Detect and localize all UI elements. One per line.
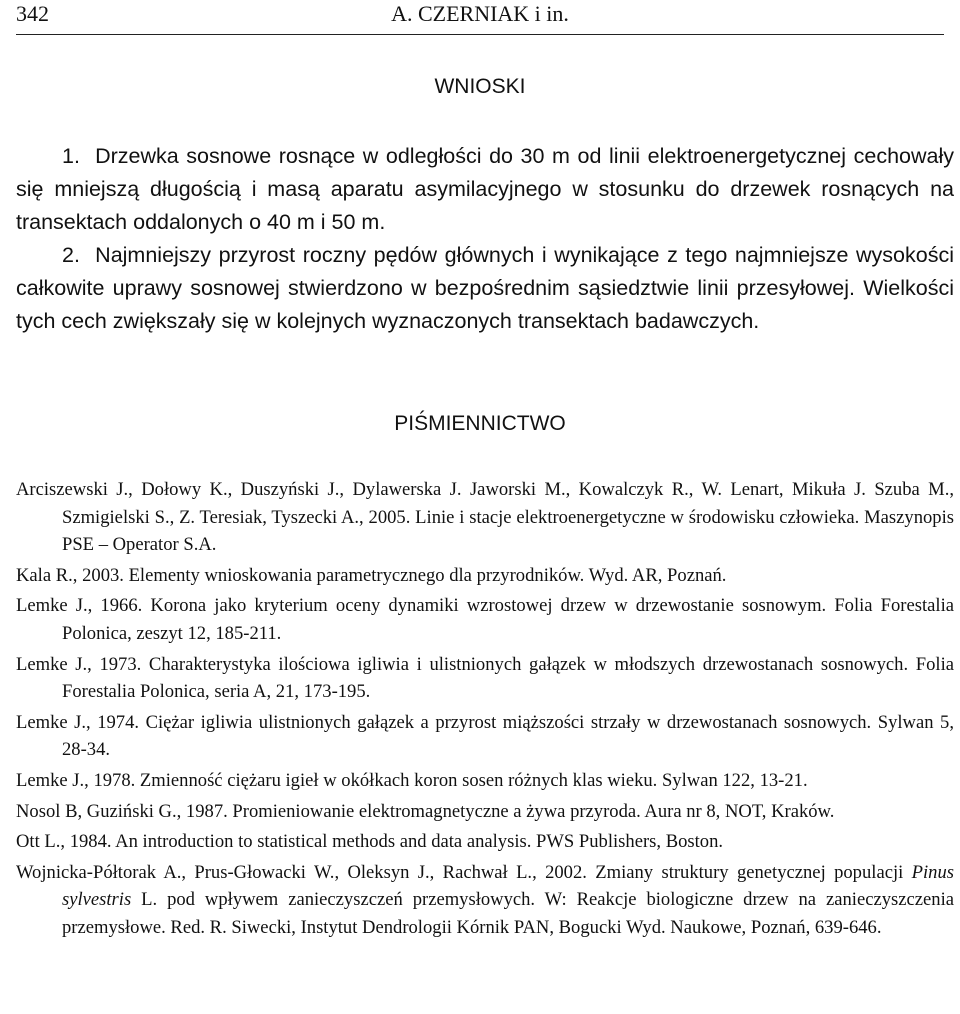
reference-entry: Lemke J., 1974. Ciężar igliwia ulistnionych gałązek a przyrost miąższości strzały w drzewostanach sosnowych. Sylwan 5, 28-34. — [16, 711, 954, 761]
page-number: 342 — [16, 1, 49, 26]
conclusion-number: 1. — [62, 144, 80, 168]
reference-entry — [16, 859, 954, 942]
conclusions-section — [16, 140, 954, 338]
reference-entry: Ott L., 1984. An introduction to statistical methods and data analysis. PWS Publishers, Boston. — [16, 831, 724, 853]
references-heading: PIŚMIENNICTWO — [394, 412, 566, 435]
reference-entry: Lemke J., 1966. Korona jako kryterium oceny dynamiki wzrostowej drzew w drzewostanie sosnowym. Folia Forestalia Polonica, zeszyt 12, 185-211. — [16, 595, 954, 644]
reference-text: L. pod wpływem zanieczyszczeń przemysłowych. W: Reakcje biologiczne drzew na zanieczyszczenia przemysłowe. Red. R. Siwecki, Instytut Dendrologii Kórnik PAN, Bogucki Wyd. Naukowe, Poznań, 639-646. — [62, 889, 954, 938]
reference-entry: Arciszewski J., Dołowy K., Duszyński J., Dylawerska J. Jaworski M., Kowalczyk R., W. Lenart, Mikuła J. Szuba M., Szmigielski S., Z. Teresiak, Tyszecki A., 2005. Linie i stacje elektroenergetyczne w środowisku człowieka. Maszynopis PSE – Operator S.A. — [16, 479, 954, 556]
reference-entry: Nosol B, Guziński G., 1987. Promieniowanie elektromagnetyczne a żywa przyroda. Aura nr 8, NOT, Kraków. — [16, 800, 835, 822]
conclusion-paragraph — [16, 239, 954, 338]
running-head: A. CZERNIAK i in. — [391, 1, 569, 26]
reference-list — [16, 476, 954, 942]
conclusion-text: Najmniejszy przyrost roczny pędów głównych i wynikające z tego najmniejsze wysokości całkowite uprawy sosnowej stwierdzono w bezpośrednim sąsiedztwie linii przesyłowej. Wielkości tych cech zwiększały się w kolejnych wyznaczonych transektach badawczych. — [16, 243, 954, 333]
conclusion-paragraph — [16, 140, 954, 239]
conclusion-text: Drzewka sosnowe rosnące w odległości do 30 m od linii elektroenergetycznej cechowały się mniejszą długością i masą aparatu asymilacyjnego w stosunku do drzewek rosnących na transektach oddalonych o 40 m i 50 m. — [16, 144, 954, 234]
conclusion-number: 2. — [62, 243, 80, 267]
reference-text: Wojnicka-Półtorak A., Prus-Głowacki W., Oleksyn J., Rachwał L., 2002. Zmiany struktury genetycznej populacji — [16, 861, 912, 883]
reference-entry: Kala R., 2003. Elementy wnioskowania parametrycznego dla przyrodników. Wyd. AR, Poznań. — [16, 564, 727, 586]
reference-entry: Lemke J., 1978. Zmienność ciężaru igieł w okółkach koron sosen różnych klas wieku. Sylwan 122, 13-21. — [16, 769, 808, 791]
species-name-italic: Pinus sylvestris — [62, 861, 954, 911]
conclusions-heading: WNIOSKI — [434, 75, 526, 98]
reference-entry: Lemke J., 1973. Charakterystyka ilościowa igliwia i ulistnionych gałązek w młodszych drzewostanach sosnowych. Folia Forestalia Polonica, seria A, 21, 173-195. — [16, 653, 954, 703]
page-header — [16, 0, 944, 35]
